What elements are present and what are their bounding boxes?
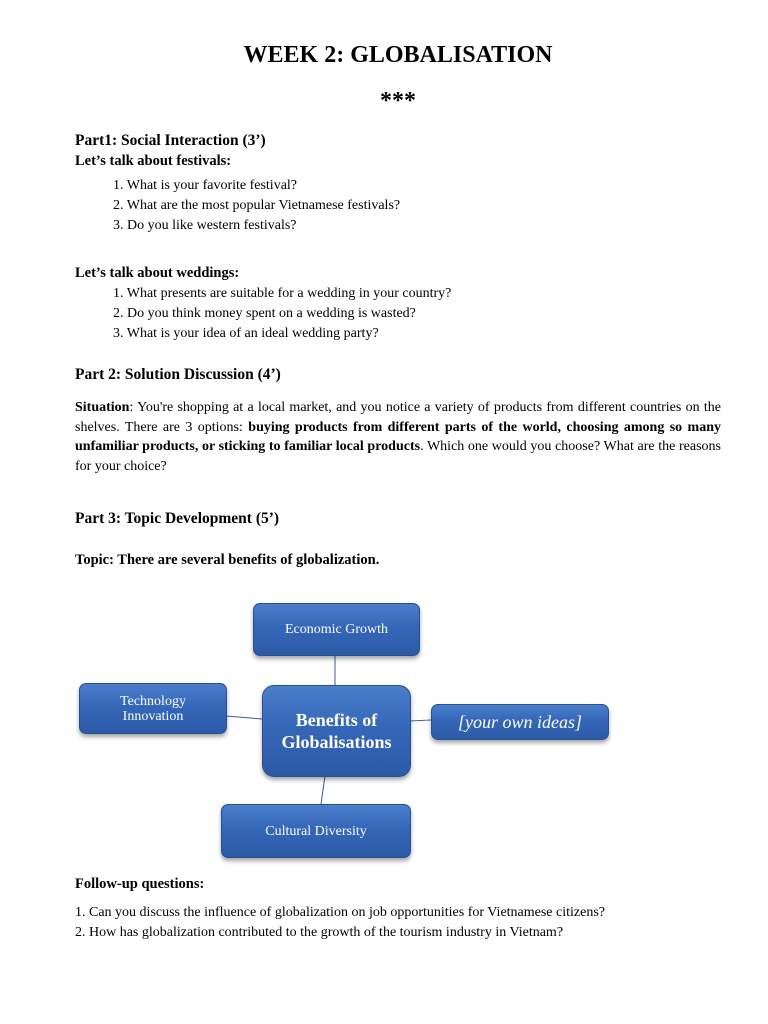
followup-heading: Follow-up questions: (75, 876, 205, 892)
list-item: 1. What is your favorite festival? (113, 178, 298, 193)
node-label: Innovation (122, 708, 184, 724)
part2-heading: Part 2: Solution Discussion (4’) (75, 366, 281, 383)
situation-text-2: . Which one would you choose? What are the reasons for your choice? (75, 439, 721, 474)
topic-line: Topic: There are several benefits of globalization. (75, 552, 380, 568)
node-label: Cultural Diversity (265, 823, 367, 839)
situation-text-1: : You're shopping at a local market, and you notice a variety of products from different countries on the shelves. There are 3 options: (75, 400, 721, 435)
list-item: 3. What is your idea of an ideal wedding party? (113, 326, 379, 341)
mindmap-center-node (262, 685, 411, 777)
list-item: 2. What are the most popular Vietnamese festivals? (113, 198, 401, 213)
node-label: [your own ideas] (457, 711, 582, 732)
center-label: Benefits of (295, 710, 378, 730)
title-stars: *** (380, 88, 416, 114)
list-item: 2. How has globalization contributed to the growth of the tourism industry in Vietnam? (75, 925, 564, 940)
weddings-heading: Let’s talk about weddings: (75, 265, 240, 281)
followup-questions (75, 903, 605, 943)
list-item: 2. Do you think money spent on a wedding is wasted? (113, 306, 416, 321)
connector-bottom (321, 776, 325, 804)
connector-left (226, 716, 262, 719)
part1-heading: Part1: Social Interaction (3’) (75, 132, 266, 149)
connector-right (410, 720, 431, 721)
page-title: WEEK 2: GLOBALISATION (243, 42, 553, 68)
festivals-heading: Let’s talk about festivals: (75, 153, 232, 169)
situation-options: buying products from different parts of the world, choosing among so many unfamiliar products, or sticking to familiar local products (75, 419, 722, 454)
node-label: Technology (120, 693, 186, 709)
node-label: Economic Growth (284, 622, 389, 637)
part3-heading: Part 3: Topic Development (5’) (75, 510, 280, 527)
list-item: 1. Can you discuss the influence of globalization on job opportunities for Vietnamese citizens? (75, 905, 605, 920)
mindmap-node-economic-growth (253, 603, 420, 656)
mindmap-node-technology-innovation (79, 683, 227, 734)
center-label: Globalisations (281, 732, 392, 752)
list-item: 3. Do you like western festivals? (113, 218, 297, 233)
situation-label: Situation (75, 400, 130, 415)
list-item: 1. What presents are suitable for a wedding in your country? (113, 286, 452, 301)
mindmap-node-cultural-diversity (221, 804, 411, 858)
mindmap-node-own-ideas (431, 704, 609, 740)
